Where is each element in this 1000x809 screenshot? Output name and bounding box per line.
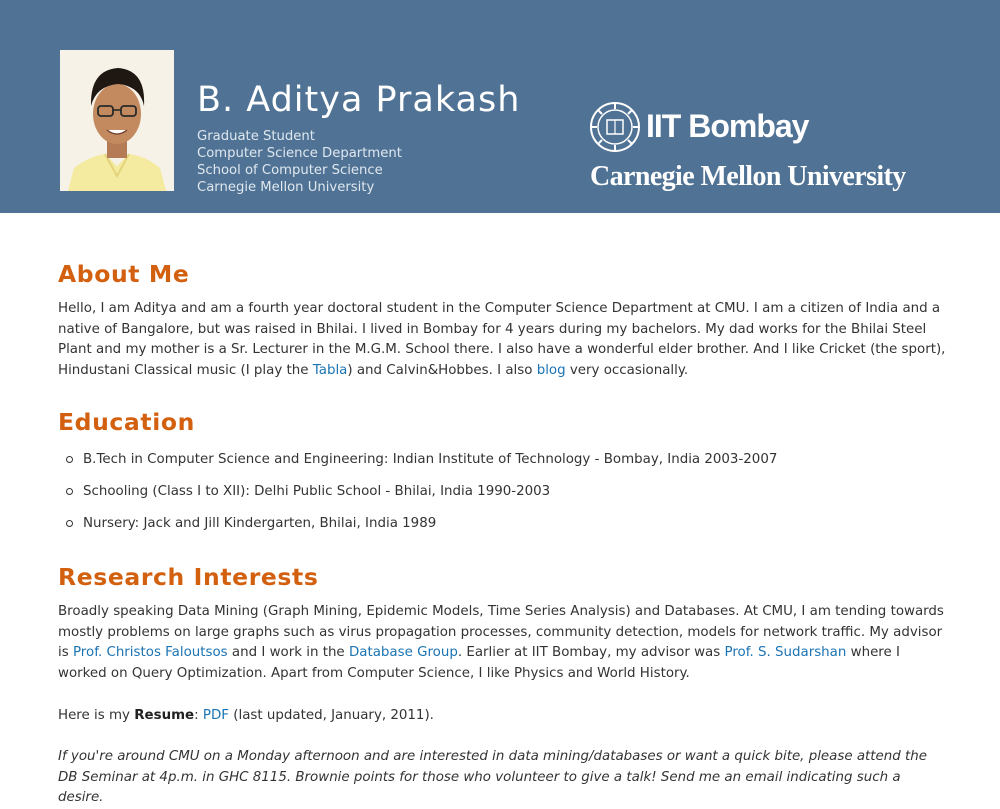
bullet-icon [66,488,73,495]
research-heading: Research Interests [58,563,319,591]
about-heading: About Me [58,260,190,288]
iit-bombay-wordmark: IIT Bombay [646,108,809,144]
affiliation-line: Computer Science Department [197,146,402,161]
list-item: Schooling (Class I to XII): Delhi Public School - Bhilai, India 1990-2003 [66,482,777,514]
page-title: B. Aditya Prakash [197,80,521,120]
cmu-wordmark[interactable]: Carnegie Mellon University [590,161,906,192]
education-heading: Education [58,408,195,436]
bullet-icon [66,520,73,527]
resume-label: Resume [134,708,195,723]
about-paragraph: Hello, I am Aditya and am a fourth year doctoral student in the Computer Science Department at CMU. I am a citizen of India and a native of Bangalore, but was raised in Bhilai. I lived in Bombay for 4 years during my bachelors. My dad works for the Bhilai Steel Plant and my mother is a Sr. Lecturer in the M.G.M. School there. I also have a wonderful elder brother. And I like Cricket (the sport), Hindustani Classical music (I play the Tabla) and Calvin&Hobbes. I also blog very occasionally. [58,301,946,379]
affiliation-line: Carnegie Mellon University [197,180,375,195]
iit-bombay-logo[interactable] [588,100,848,156]
research-paragraph: Broadly speaking Data Mining (Graph Mining, Epidemic Models, Time Series Analysis) and Databases. At CMU, I am tending towards mostly problems on large graphs such as virus propagation processes, community detection, models for network traffic. My advisor is Prof. Christos Faloutsos and I work in the Database Group. Earlier at IIT Bombay, my advisor was Prof. S. Sudarshan where I worked on Query Optimization. Apart from Computer Science, I like Physics and World History. [58,604,944,682]
bullet-icon [66,456,73,463]
affiliation-line: School of Computer Science [197,163,383,178]
tabla-link[interactable]: Tabla [312,363,348,379]
list-item: Nursery: Jack and Jill Kindergarten, Bhilai, India 1989 [66,514,777,546]
education-list [66,450,777,546]
advisor-link[interactable]: Prof. Christos Faloutsos [72,645,228,661]
seminar-note: If you're around CMU on a Monday afternoon and are interested in data mining/databases or want a quick bite, please attend the DB Seminar at 4p.m. in GHC 8115. Brownie points for those who volunteer to give a talk! Send me an email indicating such a desire. [58,749,927,806]
iit-seal-icon [588,100,642,154]
blog-link[interactable]: blog [536,363,566,379]
affiliation-block [197,128,402,196]
header-banner [0,0,1000,213]
affiliation-line: Graduate Student [197,129,315,144]
database-group-link[interactable]: Database Group [348,645,458,661]
profile-photo [60,50,174,191]
resume-line: Here is my Resume: PDF (last updated, January, 2011). [58,708,434,723]
resume-pdf-link[interactable]: PDF [202,708,230,723]
sudarshan-link[interactable]: Prof. S. Sudarshan [724,645,847,661]
list-item: B.Tech in Computer Science and Engineering: Indian Institute of Technology - Bombay, India 2003-2007 [66,450,777,482]
